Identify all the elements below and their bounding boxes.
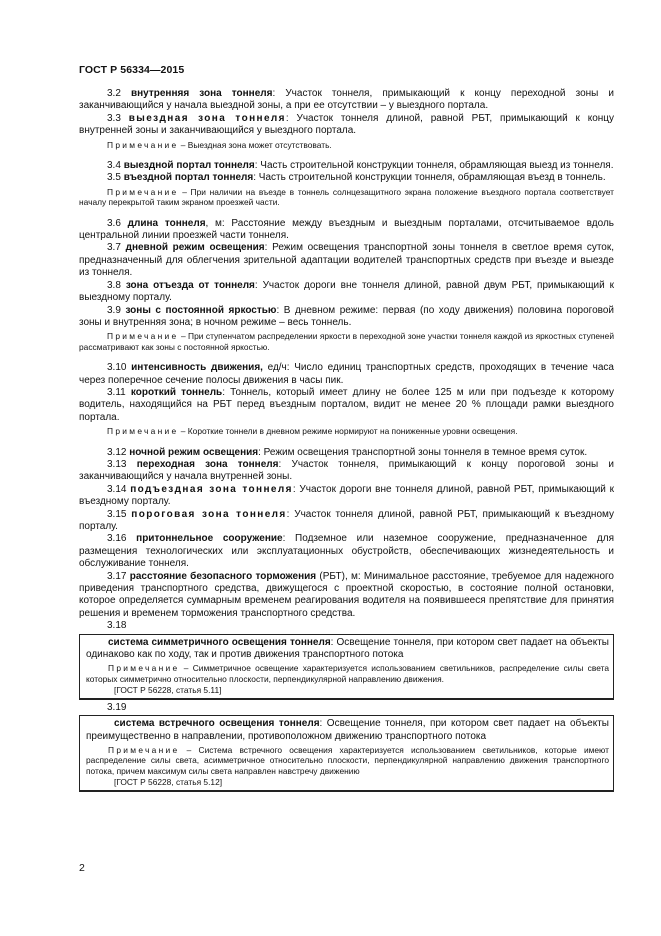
section-3-9: 3.9 зоны с постоянной яркостью: В дневном режиме: первая (по ходу движения) половина пороговой зоны и внутренняя зона; в ночном режиме – весь тоннель. xyxy=(79,304,614,328)
term: ночной режим освещения xyxy=(129,446,259,458)
section-3-6: 3.6 длина тоннеля, м: Расстояние между въездным и выездным порталами, отсчитываемое вдоль центральной линии проезжей части тоннеля. xyxy=(79,217,614,242)
term: зоны с постоянной яркостью xyxy=(125,304,277,316)
section-3-17: 3.17 расстояние безопасного торможения (РБТ), м: Минимальное расстояние, требуемое для надежного приведения транспортного средства, движущегося с проектной скоростью, в состояние полной остановки, которое определяется суммарным временем реагирования водителя на появившееся препятствие для принятия решения и временем торможения транспортного средства. xyxy=(79,570,614,619)
note-3-11: Примечание – Короткие тоннели в дневном режиме нормируют на пониженные уровни освещения. xyxy=(107,426,518,437)
note-label: Примечание xyxy=(108,663,180,674)
note-label: Примечание xyxy=(107,331,179,342)
section-3-16: 3.16 притоннельное сооружение: Подземное или наземное сооружение, предназначенное для размещения технологических или эксплуатационных обустройств, обеспечивающих жизнедеятельность и обслуживание тоннеля. xyxy=(79,533,614,570)
term: переходная зона тоннеля xyxy=(136,458,279,470)
section-3-12: 3.12 ночной режим освещения: Режим освещения транспортной зоны тоннеля в темное время суток. xyxy=(107,446,588,458)
section-3-3: 3.3 выездная зона тоннеля: Участок тоннеля длиной, равной РБТ, примыкающий к концу внутренней зоны и заканчивающийся у выездного портала. xyxy=(79,112,615,137)
term: зона отъезда от тоннеля xyxy=(125,279,255,291)
source-reference: [ГОСТ Р 56228, статья 5.11] xyxy=(114,685,222,696)
section-3-4: 3.4 выездной портал тоннеля: Часть строительной конструкции тоннеля, обрамляющая выезд из тоннеля. xyxy=(107,160,614,172)
note-3-19: Примечание – Система встречного освещения характеризуется использованием светильников, которые имеют распределение силы света, асимметричное относительно плоскости, перпендикулярной направлению движения транспортного потока, причем максимум силы света направлен навстречу движению xyxy=(86,744,609,776)
note-3-18: Примечание – Симметричное освещение характеризуется использованием светильников, распределение силы света которых симметрично относительно плоскости, перпендикулярной направлению движения. xyxy=(86,663,609,684)
page-number: 2 xyxy=(79,862,85,874)
term: внутренняя зона тоннеля xyxy=(130,88,273,99)
term: система встречного освещения тоннеля xyxy=(114,718,320,730)
term: система симметричного освещения тоннеля xyxy=(108,636,331,648)
section-3-10: 3.10 интенсивность движения, ед/ч: Число единиц транспортных средств, проходящих в течение часа через поперечное сечение полосы движения в часы пик. xyxy=(79,362,614,386)
note-3-5: Примечание – При наличии на въезде в тоннель солнцезащитного экрана положение въездного портала соответствует началу перекрытой таким экраном проезжей части. xyxy=(79,186,614,208)
term: подъездная зона тоннеля xyxy=(130,483,293,495)
term: короткий тоннель xyxy=(130,386,223,398)
term: длина тоннеля xyxy=(127,217,206,229)
section-3-2: 3.2 внутренняя зона тоннеля: Участок тоннеля, примыкающий к концу переходной зоны и заканчивающийся у начала выездной зоны, а при ее отсутствии – у выездного портала. xyxy=(79,88,614,112)
term: интенсивность движения, xyxy=(131,362,263,374)
section-3-11: 3.11 короткий тоннель: Тоннель, который имеет длину не более 125 м или при подъезде к которому водитель, находящийся на РБТ перед въездным порталом, видит не менее 20 % площади рамки выездного портала. xyxy=(79,386,614,423)
section-3-5: 3.5 въездной портал тоннеля: Часть строительной конструкции тоннеля, обрамляющая въезд в тоннель. xyxy=(107,172,606,184)
note-label: Примечание xyxy=(107,186,179,197)
section-3-19-number: 3.19 xyxy=(107,701,127,713)
source-reference: [ГОСТ Р 56228, статья 5.12] xyxy=(114,777,223,788)
section-3-18: система симметричного освещения тоннеля: Освещение тоннеля, при котором свет падает на объекты одинаково как по ходу, так и против движения транспортного потока xyxy=(86,636,609,661)
term: въездной портал тоннеля xyxy=(123,172,254,184)
term: дневной режим освещения xyxy=(125,242,265,254)
section-3-8: 3.8 зона отъезда от тоннеля: Участок дороги вне тоннеля длиной, равной двум РБТ, примыкающий к выездному порталу. xyxy=(79,279,614,304)
term: пороговая зона тоннеля xyxy=(131,508,287,520)
document-body xyxy=(79,88,614,794)
note-3-9: Примечание – При ступенчатом распределении яркости в переходной зоне участки тоннеля каждой из яркостных ступеней рассматривают как зоны с постоянной яркостью. xyxy=(79,331,614,352)
section-3-19-box xyxy=(79,715,614,791)
section-3-7: 3.7 дневной режим освещения: Режим освещения транспортной зоны тоннеля в светлое время суток, предназначенный для облегчения зрительной адаптации водителей транспортных средств при въезде и выезде из тоннеля. xyxy=(79,242,615,279)
term: расстояние безопасного торможения xyxy=(129,570,317,582)
note-label: Примечание xyxy=(107,139,179,150)
note-3-3: Примечание – Выездная зона может отсутствовать. xyxy=(107,139,332,150)
section-3-14: 3.14 подъездная зона тоннеля: Участок дороги вне тоннеля длиной, равной РБТ, примыкающий к въездному порталу. xyxy=(79,483,615,508)
section-3-19: система встречного освещения тоннеля: Освещение тоннеля, при котором свет падает на объекты преимущественно в направлении, противоположном движению транспортного потока xyxy=(86,718,609,742)
section-3-13: 3.13 переходная зона тоннеля: Участок тоннеля, примыкающий к концу пороговой зоны и заканчивающийся у начала внутренней зоны. xyxy=(79,458,614,483)
term: выездная зона тоннеля xyxy=(128,112,286,124)
section-3-18-box xyxy=(79,634,614,700)
term: притоннельное сооружение xyxy=(136,533,283,545)
note-label: Примечание xyxy=(108,744,180,755)
term: выездной портал тоннеля xyxy=(123,160,255,172)
document-header: ГОСТ Р 56334—2015 xyxy=(79,64,185,76)
note-label: Примечание xyxy=(107,426,179,437)
section-3-15: 3.15 пороговая зона тоннеля: Участок тоннеля длиной, равной РБТ, примыкающий к въездному порталу. xyxy=(79,508,614,532)
section-3-18-number: 3.18 xyxy=(107,620,127,632)
